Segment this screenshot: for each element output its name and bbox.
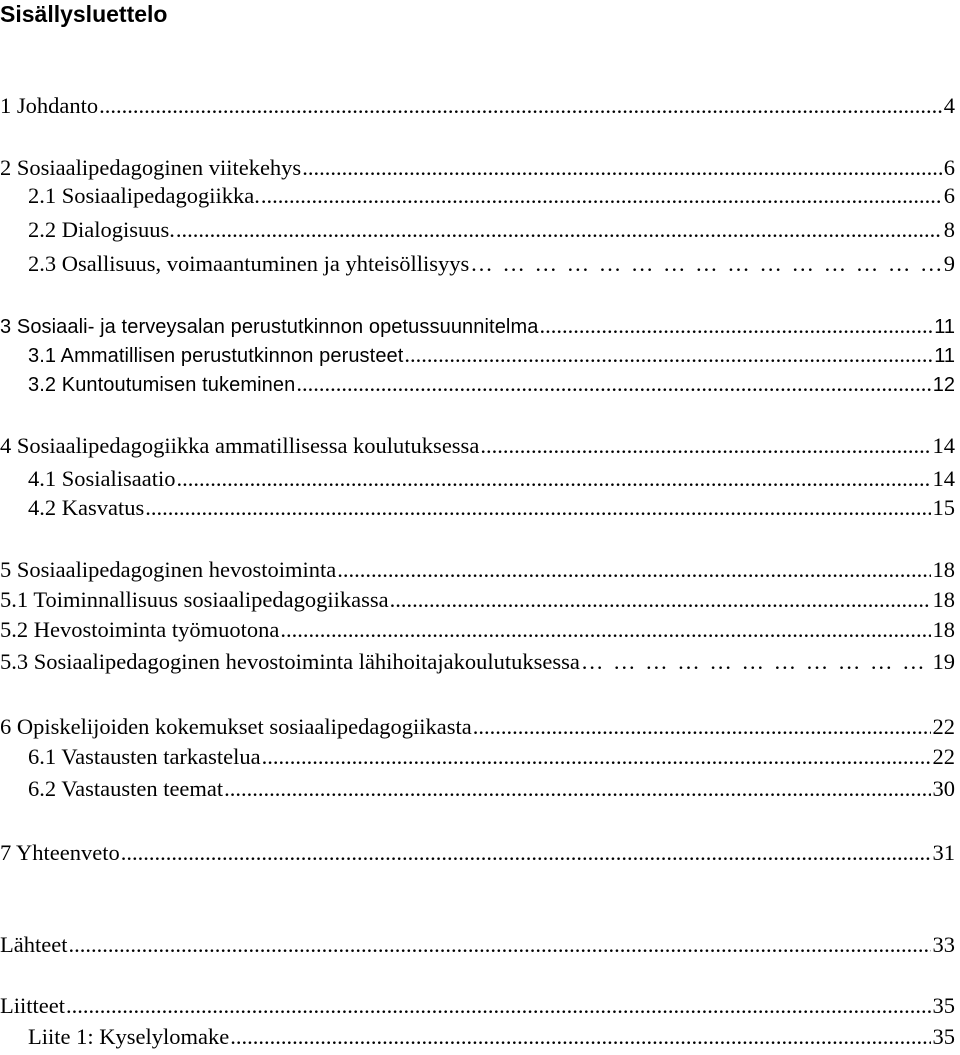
toc-entry-label: Lähteet — [0, 932, 68, 957]
toc-entry-label: Liite 1: Kyselylomake — [28, 1024, 230, 1049]
toc-entry-page: 6 — [943, 155, 955, 180]
toc-subentry[interactable] — [0, 182, 955, 210]
toc-leader — [302, 154, 942, 182]
toc-entry-page: 33 — [932, 932, 955, 957]
toc-leader — [296, 370, 930, 398]
toc-leader — [473, 713, 931, 741]
toc-entry-page: 30 — [932, 776, 955, 801]
toc-entry-label: Liitteet — [0, 993, 65, 1018]
toc-entry-page: 35 — [932, 993, 955, 1018]
toc-entry-page: 11 — [934, 345, 955, 367]
toc-entry-label: 3 Sosiaali- ja terveysalan perustutkinnon opetussuunnitelma — [0, 316, 539, 338]
toc-entry[interactable] — [0, 312, 955, 340]
toc-leader — [230, 1023, 930, 1051]
toc-entry-page: 18 — [932, 617, 955, 642]
toc-entry-label: 5.3 Sosiaalipedagoginen hevostoiminta lähihoitajakoulutuksessa — [0, 649, 580, 674]
toc-entry-label: 6.2 Vastausten teemat — [28, 776, 224, 801]
toc-leader — [337, 556, 930, 584]
toc-leader — [66, 992, 931, 1020]
toc-entry[interactable] — [0, 556, 955, 584]
toc-entry[interactable] — [0, 92, 955, 120]
toc-leader — [176, 216, 942, 244]
toc-entry-label: 2.2 Dialogisuus. — [28, 217, 175, 242]
toc-entry[interactable] — [0, 931, 955, 959]
toc-entry-page: 31 — [932, 840, 955, 865]
toc-leader — [470, 250, 942, 278]
toc-subentry[interactable] — [0, 616, 955, 644]
toc-entry[interactable] — [0, 992, 955, 1020]
toc-subentry[interactable] — [0, 743, 955, 771]
toc-entry-label: 2.3 Osallisuus, voimaantuminen ja yhteisöllisyys — [28, 251, 470, 276]
toc-subentry[interactable] — [0, 465, 955, 493]
toc-leader — [280, 616, 930, 644]
page-title: Sisällysluettelo — [0, 1, 168, 27]
toc-leader — [121, 839, 931, 867]
toc-subentry[interactable] — [0, 775, 955, 803]
toc-entry-label: 2.1 Sosiaalipedagogiikka. — [28, 183, 260, 208]
toc-entry-label: 6 Opiskelijoiden kokemukset sosiaalipedagogiikasta — [0, 714, 472, 739]
toc-leader — [68, 931, 930, 959]
toc-subentry[interactable] — [0, 216, 955, 244]
toc-subentry[interactable] — [0, 586, 955, 614]
toc-leader — [390, 586, 931, 614]
toc-entry-label: 3.2 Kuntoutumisen tukeminen — [28, 374, 296, 396]
toc-leader — [404, 341, 932, 369]
toc-entry-page: 18 — [932, 587, 955, 612]
toc-entry-page: 8 — [943, 217, 955, 242]
toc-subentry[interactable] — [0, 494, 955, 522]
toc-entry-label: 4.2 Kasvatus — [28, 495, 145, 520]
toc-leader — [262, 743, 931, 771]
toc-leader — [261, 182, 942, 210]
toc-leader — [99, 92, 942, 120]
toc-entry[interactable] — [0, 839, 955, 867]
toc-entry-label: 5.2 Hevostoiminta työmuotona — [0, 617, 280, 642]
toc-entry-page: 12 — [932, 374, 955, 396]
toc-entry-label: 5 Sosiaalipedagoginen hevostoiminta — [0, 557, 337, 582]
toc-entry-label: 2 Sosiaalipedagoginen viitekehys — [0, 155, 302, 180]
toc-subentry[interactable] — [0, 250, 955, 278]
toc-entry-page: 35 — [932, 1024, 955, 1049]
toc-subentry[interactable] — [0, 648, 955, 676]
toc-entry-label: 4.1 Sosialisaatio — [28, 466, 176, 491]
toc-entry-label: 5.1 Toiminnallisuus sosiaalipedagogiikassa — [0, 587, 389, 612]
toc-entry-page: 4 — [943, 93, 955, 118]
toc-entry-page: 22 — [932, 714, 955, 739]
toc-entry-label: 1 Johdanto — [0, 93, 99, 118]
toc-entry-page: 6 — [943, 183, 955, 208]
toc-entry[interactable] — [0, 432, 955, 460]
toc-subentry[interactable] — [0, 341, 955, 369]
toc-entry-label: 6.1 Vastausten tarkastelua — [28, 744, 261, 769]
toc-entry-label: 7 Yhteenveto — [0, 840, 120, 865]
toc-leader — [224, 775, 930, 803]
toc-entry-page: 14 — [932, 433, 955, 458]
toc-leader — [145, 494, 930, 522]
toc-subentry[interactable] — [0, 1023, 955, 1051]
toc-entry-page: 11 — [934, 316, 955, 338]
toc-entry-page: 22 — [932, 744, 955, 769]
toc-entry-page: 19 — [932, 649, 955, 674]
toc-subentry[interactable] — [0, 370, 955, 398]
toc-entry-label: 3.1 Ammatillisen perustutkinnon perusteet — [28, 345, 404, 367]
toc-leader — [480, 432, 930, 460]
toc-entry-label: 4 Sosiaalipedagogiikka ammatillisessa koulutuksessa — [0, 433, 480, 458]
toc-entry[interactable] — [0, 154, 955, 182]
toc-entry-page: 15 — [932, 495, 955, 520]
toc-entry-page: 18 — [932, 557, 955, 582]
toc-leader — [539, 312, 932, 340]
toc-entry[interactable] — [0, 713, 955, 741]
toc-entry-page: 14 — [932, 466, 955, 491]
toc-entry-page: 9 — [943, 251, 955, 276]
toc-leader — [177, 465, 931, 493]
toc-leader — [581, 648, 931, 676]
